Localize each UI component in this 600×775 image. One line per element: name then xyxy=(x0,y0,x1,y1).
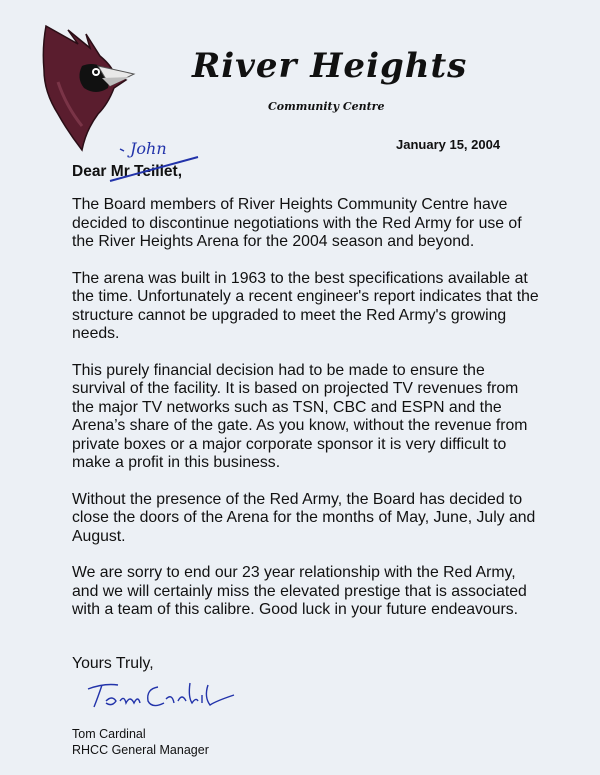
cardinal-head-icon xyxy=(38,22,138,152)
signer-name: Tom Cardinal xyxy=(72,727,146,741)
letterhead-subtitle: Community Centre xyxy=(268,100,385,113)
letterhead-title: River Heights xyxy=(192,46,468,86)
salutation-suffix: , xyxy=(177,163,182,180)
paragraph: We are sorry to end our 23 year relationship with the Red Army, and we will certainly miss the elevated prestige that is associated with a team of this calibre. Good luck in your future endeavours. xyxy=(72,564,527,618)
letter-body xyxy=(72,196,542,638)
paragraph: Without the presence of the Red Army, the Board has decided to close the doors of the Arena for the months of May, June, July and August. xyxy=(72,490,536,545)
letter-date: January 15, 2004 xyxy=(396,137,501,152)
struck-title: Mr xyxy=(110,163,130,180)
paragraph: The Board members of River Heights Community Centre have decided to discontinue negotiations with the Red Army for use of the River Heights Arena for the 2004 season and beyond. xyxy=(72,196,522,250)
paragraph: The arena was built in 1963 to the best specifications available at the time. Unfortunately a recent engineer's report indicates that the structure cannot be upgraded to meet the Red Army's growing needs. xyxy=(72,269,539,342)
signer-title: RHCC General Manager xyxy=(72,743,209,757)
handwritten-signature xyxy=(84,675,244,713)
salutation-prefix: Dear xyxy=(72,163,107,180)
paragraph: This purely financial decision had to be made to ensure the survival of the facility. It is based on projected TV revenues from the major TV networks such as TSN, CBC and ESPN and the Arena’s share of the gate. As you know, without the revenue from private boxes or a major corporate sponsor it is very difficult to make a profit in this business. xyxy=(72,361,528,471)
closing: Yours Truly, xyxy=(72,655,154,672)
strikethrough-mark xyxy=(40,143,200,183)
struck-surname: Teillet xyxy=(134,163,178,180)
handwritten-first-name: John xyxy=(130,139,167,158)
